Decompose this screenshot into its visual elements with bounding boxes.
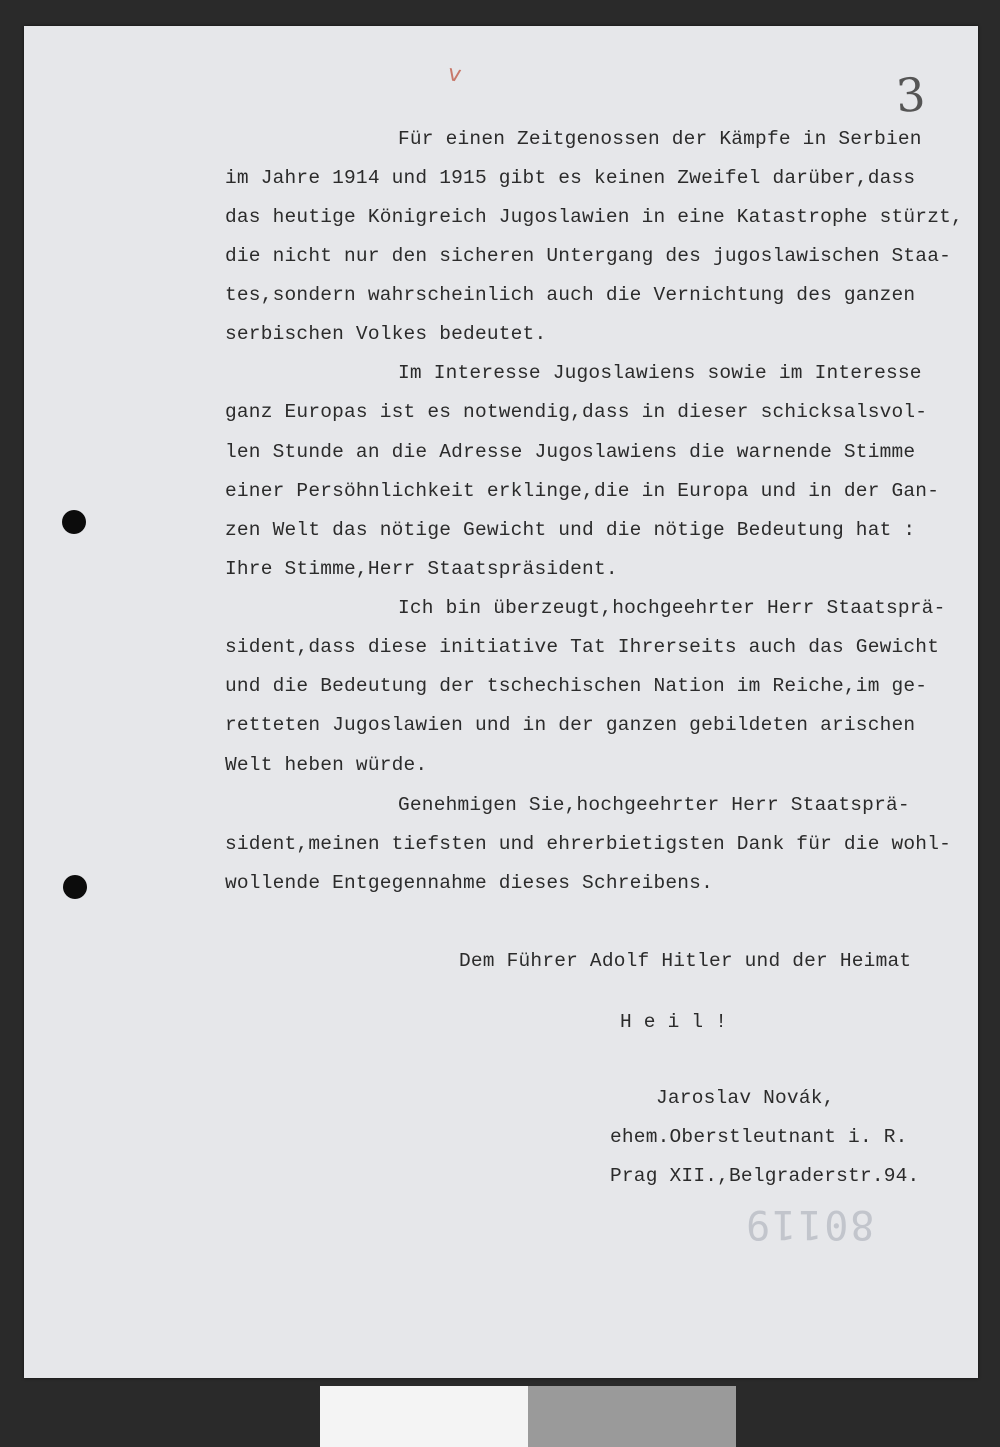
text-line: serbischen Volkes bedeutet. bbox=[225, 323, 547, 345]
text-line: Für einen Zeitgenossen der Kämpfe in Serbien bbox=[398, 128, 922, 150]
text-line: Ich bin überzeugt,hochgeehrter Herr Staatsprä- bbox=[398, 597, 946, 619]
page-number: 3 bbox=[894, 67, 928, 123]
signer-name: Jaroslav Novák, bbox=[656, 1087, 835, 1109]
text-line: einer Persöhnlichkeit erklinge,die in Europa und in der Gan- bbox=[225, 480, 940, 502]
punch-hole bbox=[62, 510, 86, 534]
signer-title: ehem.Oberstleutnant i. R. bbox=[610, 1126, 908, 1148]
salute: H e i l ! bbox=[620, 1011, 728, 1033]
letter-page bbox=[24, 26, 978, 1378]
punch-hole bbox=[63, 875, 87, 899]
text-line: Im Interesse Jugoslawiens sowie im Interesse bbox=[398, 362, 922, 384]
text-line: sident,meinen tiefsten und ehrerbietigsten Dank für die wohl- bbox=[225, 833, 952, 855]
archive-stamp: 80119 bbox=[744, 1201, 875, 1247]
text-line: ganz Europas ist es notwendig,dass in dieser schicksalsvol- bbox=[225, 401, 928, 423]
text-line: tes,sondern wahrscheinlich auch die Vernichtung des ganzen bbox=[225, 284, 916, 306]
text-line: die nicht nur den sicheren Untergang des jugoslawischen Staa- bbox=[225, 245, 952, 267]
text-line: Welt heben würde. bbox=[225, 754, 428, 776]
text-line: zen Welt das nötige Gewicht und die nötige Bedeutung hat : bbox=[225, 519, 916, 541]
text-line: wollende Entgegennahme dieses Schreibens. bbox=[225, 872, 713, 894]
calibration-strip-gray bbox=[528, 1386, 736, 1447]
text-line: Genehmigen Sie,hochgeehrter Herr Staatsprä- bbox=[398, 794, 910, 816]
text-line: len Stunde an die Adresse Jugoslawiens die warnende Stimme bbox=[225, 441, 916, 463]
signer-address: Prag XII.,Belgraderstr.94. bbox=[610, 1165, 920, 1187]
text-line: retteten Jugoslawien und in der ganzen gebildeten arischen bbox=[225, 714, 916, 736]
text-line: sident,dass diese initiative Tat Ihrerseits auch das Gewicht bbox=[225, 636, 940, 658]
margin-check-mark: v bbox=[445, 61, 464, 88]
text-line: Ihre Stimme,Herr Staatspräsident. bbox=[225, 558, 618, 580]
calibration-strip-white bbox=[320, 1386, 528, 1447]
text-line: im Jahre 1914 und 1915 gibt es keinen Zweifel darüber,dass bbox=[225, 167, 916, 189]
text-line: und die Bedeutung der tschechischen Nation im Reiche,im ge- bbox=[225, 675, 928, 697]
text-line: das heutige Königreich Jugoslawien in eine Katastrophe stürzt, bbox=[225, 206, 963, 228]
closing-line: Dem Führer Adolf Hitler und der Heimat bbox=[459, 950, 912, 972]
